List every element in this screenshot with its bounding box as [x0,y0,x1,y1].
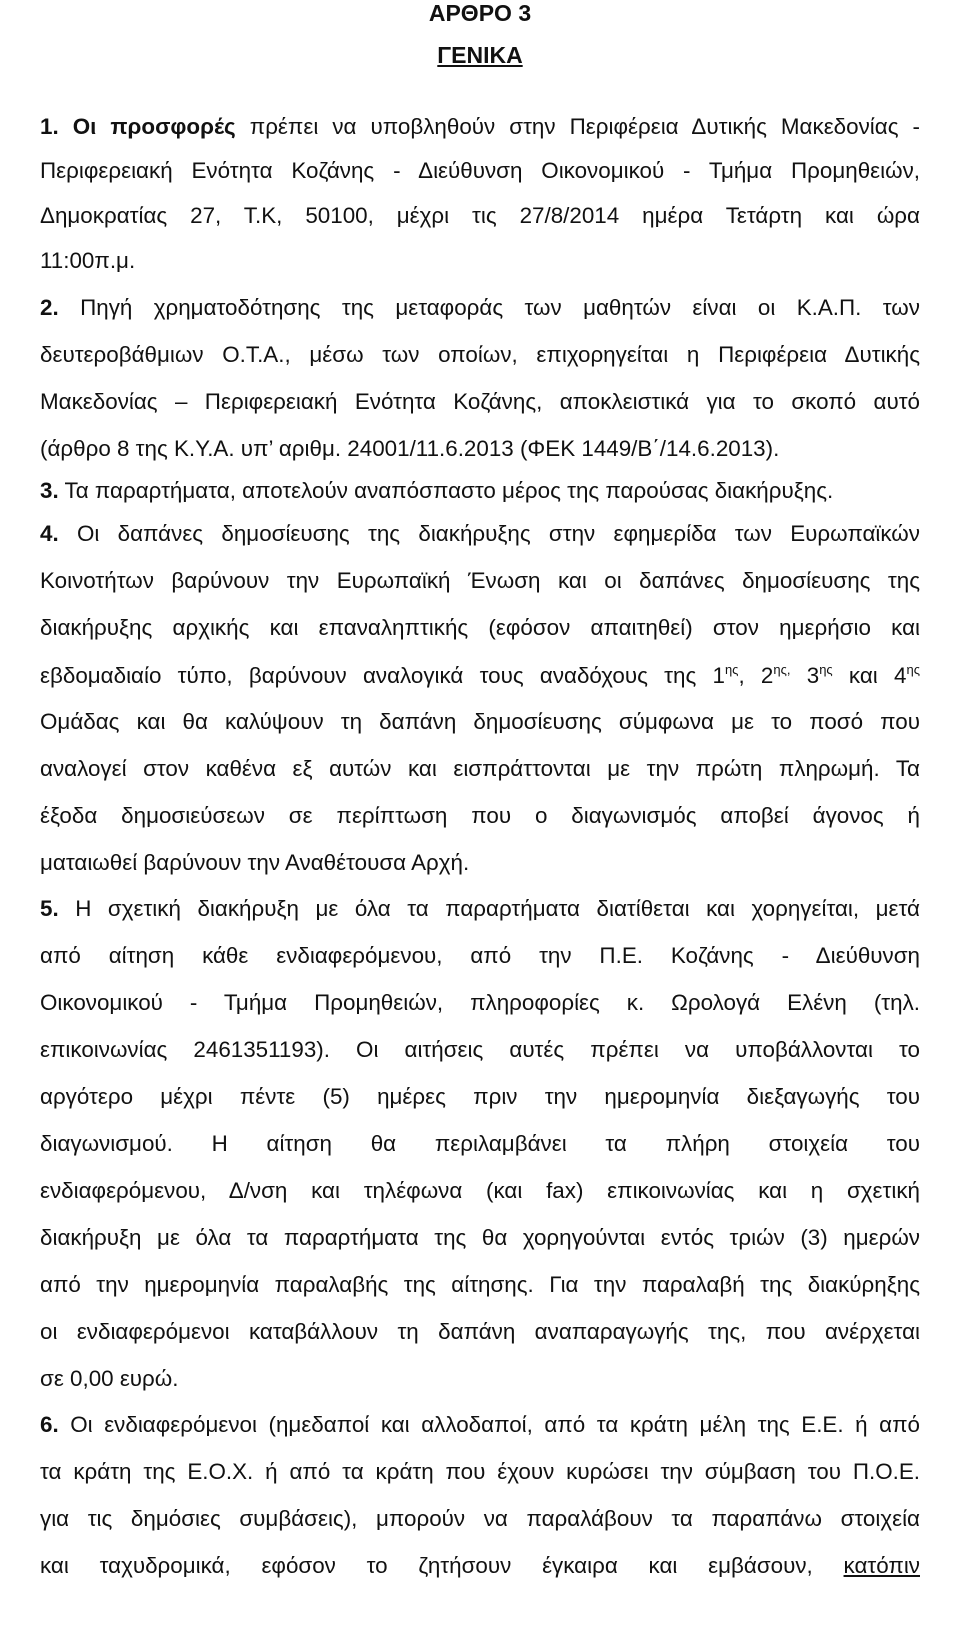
item-4-line-3: διακήρυξης αρχικής και επαναληπτικής (εφόσον απαιτηθεί) στον ημερήσιο και [40,615,920,640]
item-6-line-4: και ταχυδρομικά, εφόσον το ζητήσουν έγκαιρα και εμβάσουν, κατόπιν [40,1553,920,1578]
item-number: 6. [40,1412,59,1437]
item-5-line-1: 5. Η σχετική διακήρυξη με όλα τα παραρτήματα διατίθεται και χορηγείται, μετά [40,896,920,921]
item-number: 1. [40,114,59,139]
item-number: 5. [40,896,59,921]
item-5-line-6: διαγωνισμού. Η αίτηση θα περιλαμβάνει τα πλήρη στοιχεία του [40,1131,920,1156]
item-6-line-1: 6. Οι ενδιαφερόμενοι (ημεδαποί και αλλοδαποί, από τα κράτη μέλη της Ε.Ε. ή από [40,1412,920,1437]
item-5-line-7: ενδιαφερόμενου, Δ/νση και τηλέφωνα (και fax) επικοινωνίας και η σχετική [40,1178,920,1203]
item-5-line-10: οι ενδιαφερόμενοι καταβάλλουν τη δαπάνη αναπαραγωγής της, που ανέρχεται [40,1319,920,1344]
item-2-line-3: Μακεδονίας – Περιφερειακή Ενότητα Κοζάνης, αποκλειστικά για το σκοπό αυτό [40,389,920,414]
item-5-line-5: αργότερο μέχρι πέντε (5) ημέρες πριν την ημερομηνία διεξαγωγής του [40,1084,920,1109]
item-1-line-1: 1. Οι προσφορές πρέπει να υποβληθούν στην Περιφέρεια Δυτικής Μακεδονίας - [40,114,920,139]
bold-phrase: Οι προσφορές [72,114,236,139]
section-heading: ΓΕΝΙΚΑ [437,42,523,68]
item-1-line-2: Περιφερειακή Ενότητα Κοζάνης - Διεύθυνση Οικονομικού - Τμήμα Προμηθειών, [40,158,920,183]
item-number: 2. [40,295,59,320]
item-6-line-3: για τις δημόσιες συμβάσεις), μπορούν να παραλάβουν τα παραπάνω στοιχεία [40,1506,920,1531]
item-1-line-4: 11:00π.μ. [40,248,136,273]
item-4-line-5: Ομάδας και θα καλύψουν τη δαπάνη δημοσίευσης σύμφωνα με το ποσό που [40,709,920,734]
item-5-line-8: διακήρυξη με όλα τα παραρτήματα της θα χορηγούνται εντός τριών (3) ημερών [40,1225,920,1250]
item-5-line-9: από την ημερομηνία παραλαβής της αίτησης. Για την παραλαβή της διακύρηξης [40,1272,920,1297]
item-2-line-4: (άρθρο 8 της Κ.Υ.Α. υπ’ αριθμ. 24001/11.6.2013 (ΦΕΚ 1449/Β΄/14.6.2013). [40,436,780,461]
item-5-line-4: επικοινωνίας 2461351193). Οι αιτήσεις αυτές πρέπει να υποβάλλονται το [40,1037,920,1062]
item-1-line-3: Δημοκρατίας 27, Τ.Κ, 50100, μέχρι τις 27/8/2014 ημέρα Τετάρτη και ώρα [40,203,920,228]
item-5-line-3: Οικονομικού - Τμήμα Προμηθειών, πληροφορίες κ. Ωρολογά Ελένη (τηλ. [40,990,920,1015]
item-4-line-2: Κοινοτήτων βαρύνουν την Ευρωπαϊκή Ένωση και οι δαπάνες δημοσίευσης της [40,568,920,593]
item-number: 4. [40,521,59,546]
item-4-line-8: ματαιωθεί βαρύνουν την Αναθέτουσα Αρχή. [40,850,470,875]
item-2-line-2: δευτεροβάθμιων Ο.Τ.Α., μέσω των οποίων, επιχορηγείται η Περιφέρεια Δυτικής [40,342,920,367]
item-3-line-1: 3. Τα παραρτήματα, αποτελούν αναπόσπαστο μέρος της παρούσας διακήρυξης. [40,478,834,503]
item-4-line-4: εβδομαδιαίο τύπο, βαρύνουν αναλογικά τους αναδόχους της $1^{\eta\varsigma}$, $2^{\eta\varsigma,}$ $3^{\eta\varsigma}$ και $4^{\eta\varsigma}$ [40,662,920,688]
item-4-line-6: αναλογεί στον καθένα εξ αυτών και εισπράττονται με την πρώτη πληρωμή. Τα [40,756,920,781]
item-2-line-1: 2. Πηγή χρηματοδότησης της μεταφοράς των μαθητών είναι οι Κ.Α.Π. των [40,295,920,320]
item-6-line-2: τα κράτη της Ε.Ο.Χ. ή από τα κράτη που έχουν κυρώσει την σύμβαση του Π.Ο.Ε. [40,1459,920,1484]
item-5-line-11: σε 0,00 ευρώ. [40,1366,179,1391]
item-4-line-1: 4. Οι δαπάνες δημοσίευσης της διακήρυξης στην εφημερίδα των Ευρωπαϊκών [40,521,920,546]
underlined-word: κατόπιν [843,1553,920,1578]
item-number: 3. [40,478,59,503]
item-5-line-2: από αίτηση κάθε ενδιαφερόμενου, από την Π.Ε. Κοζάνης - Διεύθυνση [40,943,920,968]
article-heading: ΑΡΘΡΟ 3 [428,0,532,26]
item-4-line-7: έξοδα δημοσιεύσεων σε περίπτωση που ο διαγωνισμός αποβεί άγονος ή [40,803,920,828]
